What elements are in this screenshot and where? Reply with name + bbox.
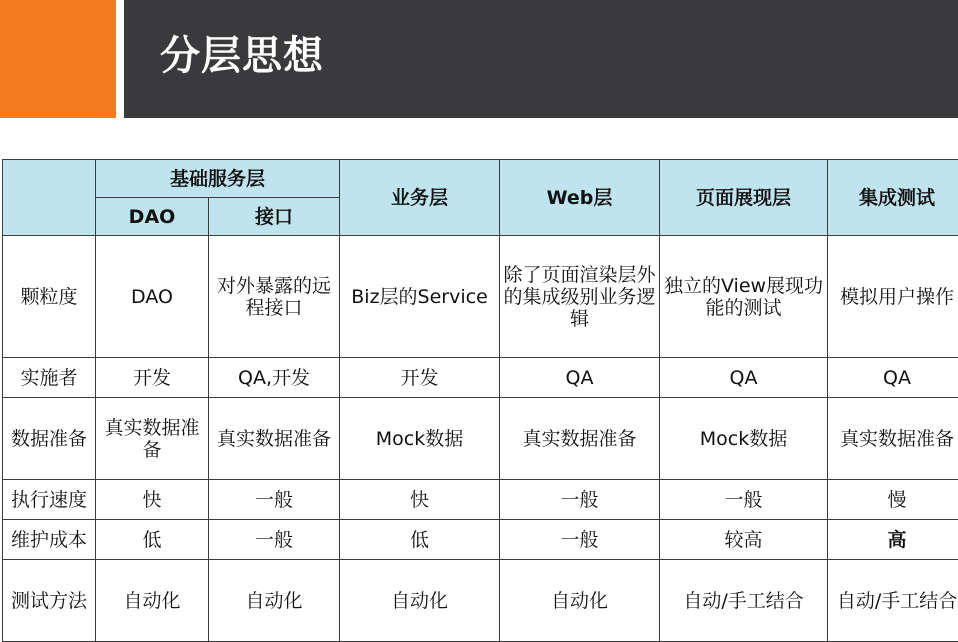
table-cell: 一般 [500, 520, 660, 560]
table-row [3, 236, 958, 358]
table-cell: 一般 [660, 480, 828, 520]
slide-title: 分层思想 [160, 33, 324, 79]
column-header: 业务层 [340, 160, 500, 236]
table-cell: QA,开发 [209, 358, 340, 398]
sub-header: DAO [96, 198, 209, 236]
table-cell: DAO [96, 236, 209, 358]
table-cell: 真实数据准备 [500, 398, 660, 480]
table-cell: Mock数据 [660, 398, 828, 480]
row-label: 执行速度 [3, 480, 96, 520]
row-label: 数据准备 [3, 398, 96, 480]
table-cell: 开发 [340, 358, 500, 398]
table-cell: 开发 [96, 358, 209, 398]
table-row [3, 358, 958, 398]
corner-header-cell [3, 160, 96, 236]
table-cell: 模拟用户操作 [828, 236, 958, 358]
table-cell: 自动化 [96, 560, 209, 642]
table-cell: 真实数据准备 [209, 398, 340, 480]
table-cell: 低 [340, 520, 500, 560]
accent-block [0, 0, 116, 118]
table-cell: QA [660, 358, 828, 398]
table-cell: 一般 [500, 480, 660, 520]
table-row [3, 520, 958, 560]
comparison-table [2, 159, 958, 642]
table-cell: 对外暴露的远程接口 [209, 236, 340, 358]
table-row [3, 560, 958, 642]
column-header: Web层 [500, 160, 660, 236]
table-cell: 自动/手工结合 [660, 560, 828, 642]
row-label: 测试方法 [3, 560, 96, 642]
table-cell: 除了页面渲染层外的集成级别业务逻辑 [500, 236, 660, 358]
table-cell: 自动/手工结合 [828, 560, 958, 642]
table-cell: 真实数据准备 [828, 398, 958, 480]
table-cell: Mock数据 [340, 398, 500, 480]
row-label: 颗粒度 [3, 236, 96, 358]
title-bar [124, 0, 958, 118]
table-cell: 自动化 [209, 560, 340, 642]
table-cell: 自动化 [340, 560, 500, 642]
table-cell: 高 [828, 520, 958, 560]
sub-header: 接口 [209, 198, 340, 236]
table-cell: QA [500, 358, 660, 398]
table-cell: 一般 [209, 520, 340, 560]
column-header: 页面展现层 [660, 160, 828, 236]
table-cell: 独立的View展现功能的测试 [660, 236, 828, 358]
table-cell: Biz层的Service [340, 236, 500, 358]
table-row [3, 398, 958, 480]
table-cell: 快 [96, 480, 209, 520]
table-cell: 低 [96, 520, 209, 560]
row-label: 维护成本 [3, 520, 96, 560]
table-cell: 一般 [209, 480, 340, 520]
table-cell: 快 [340, 480, 500, 520]
table-row [3, 480, 958, 520]
table-cell: 慢 [828, 480, 958, 520]
table-cell: 自动化 [500, 560, 660, 642]
group-header: 基础服务层 [96, 160, 340, 198]
table-cell: 真实数据准备 [96, 398, 209, 480]
column-header: 集成测试 [828, 160, 958, 236]
table-cell: 较高 [660, 520, 828, 560]
row-label: 实施者 [3, 358, 96, 398]
table-cell: QA [828, 358, 958, 398]
